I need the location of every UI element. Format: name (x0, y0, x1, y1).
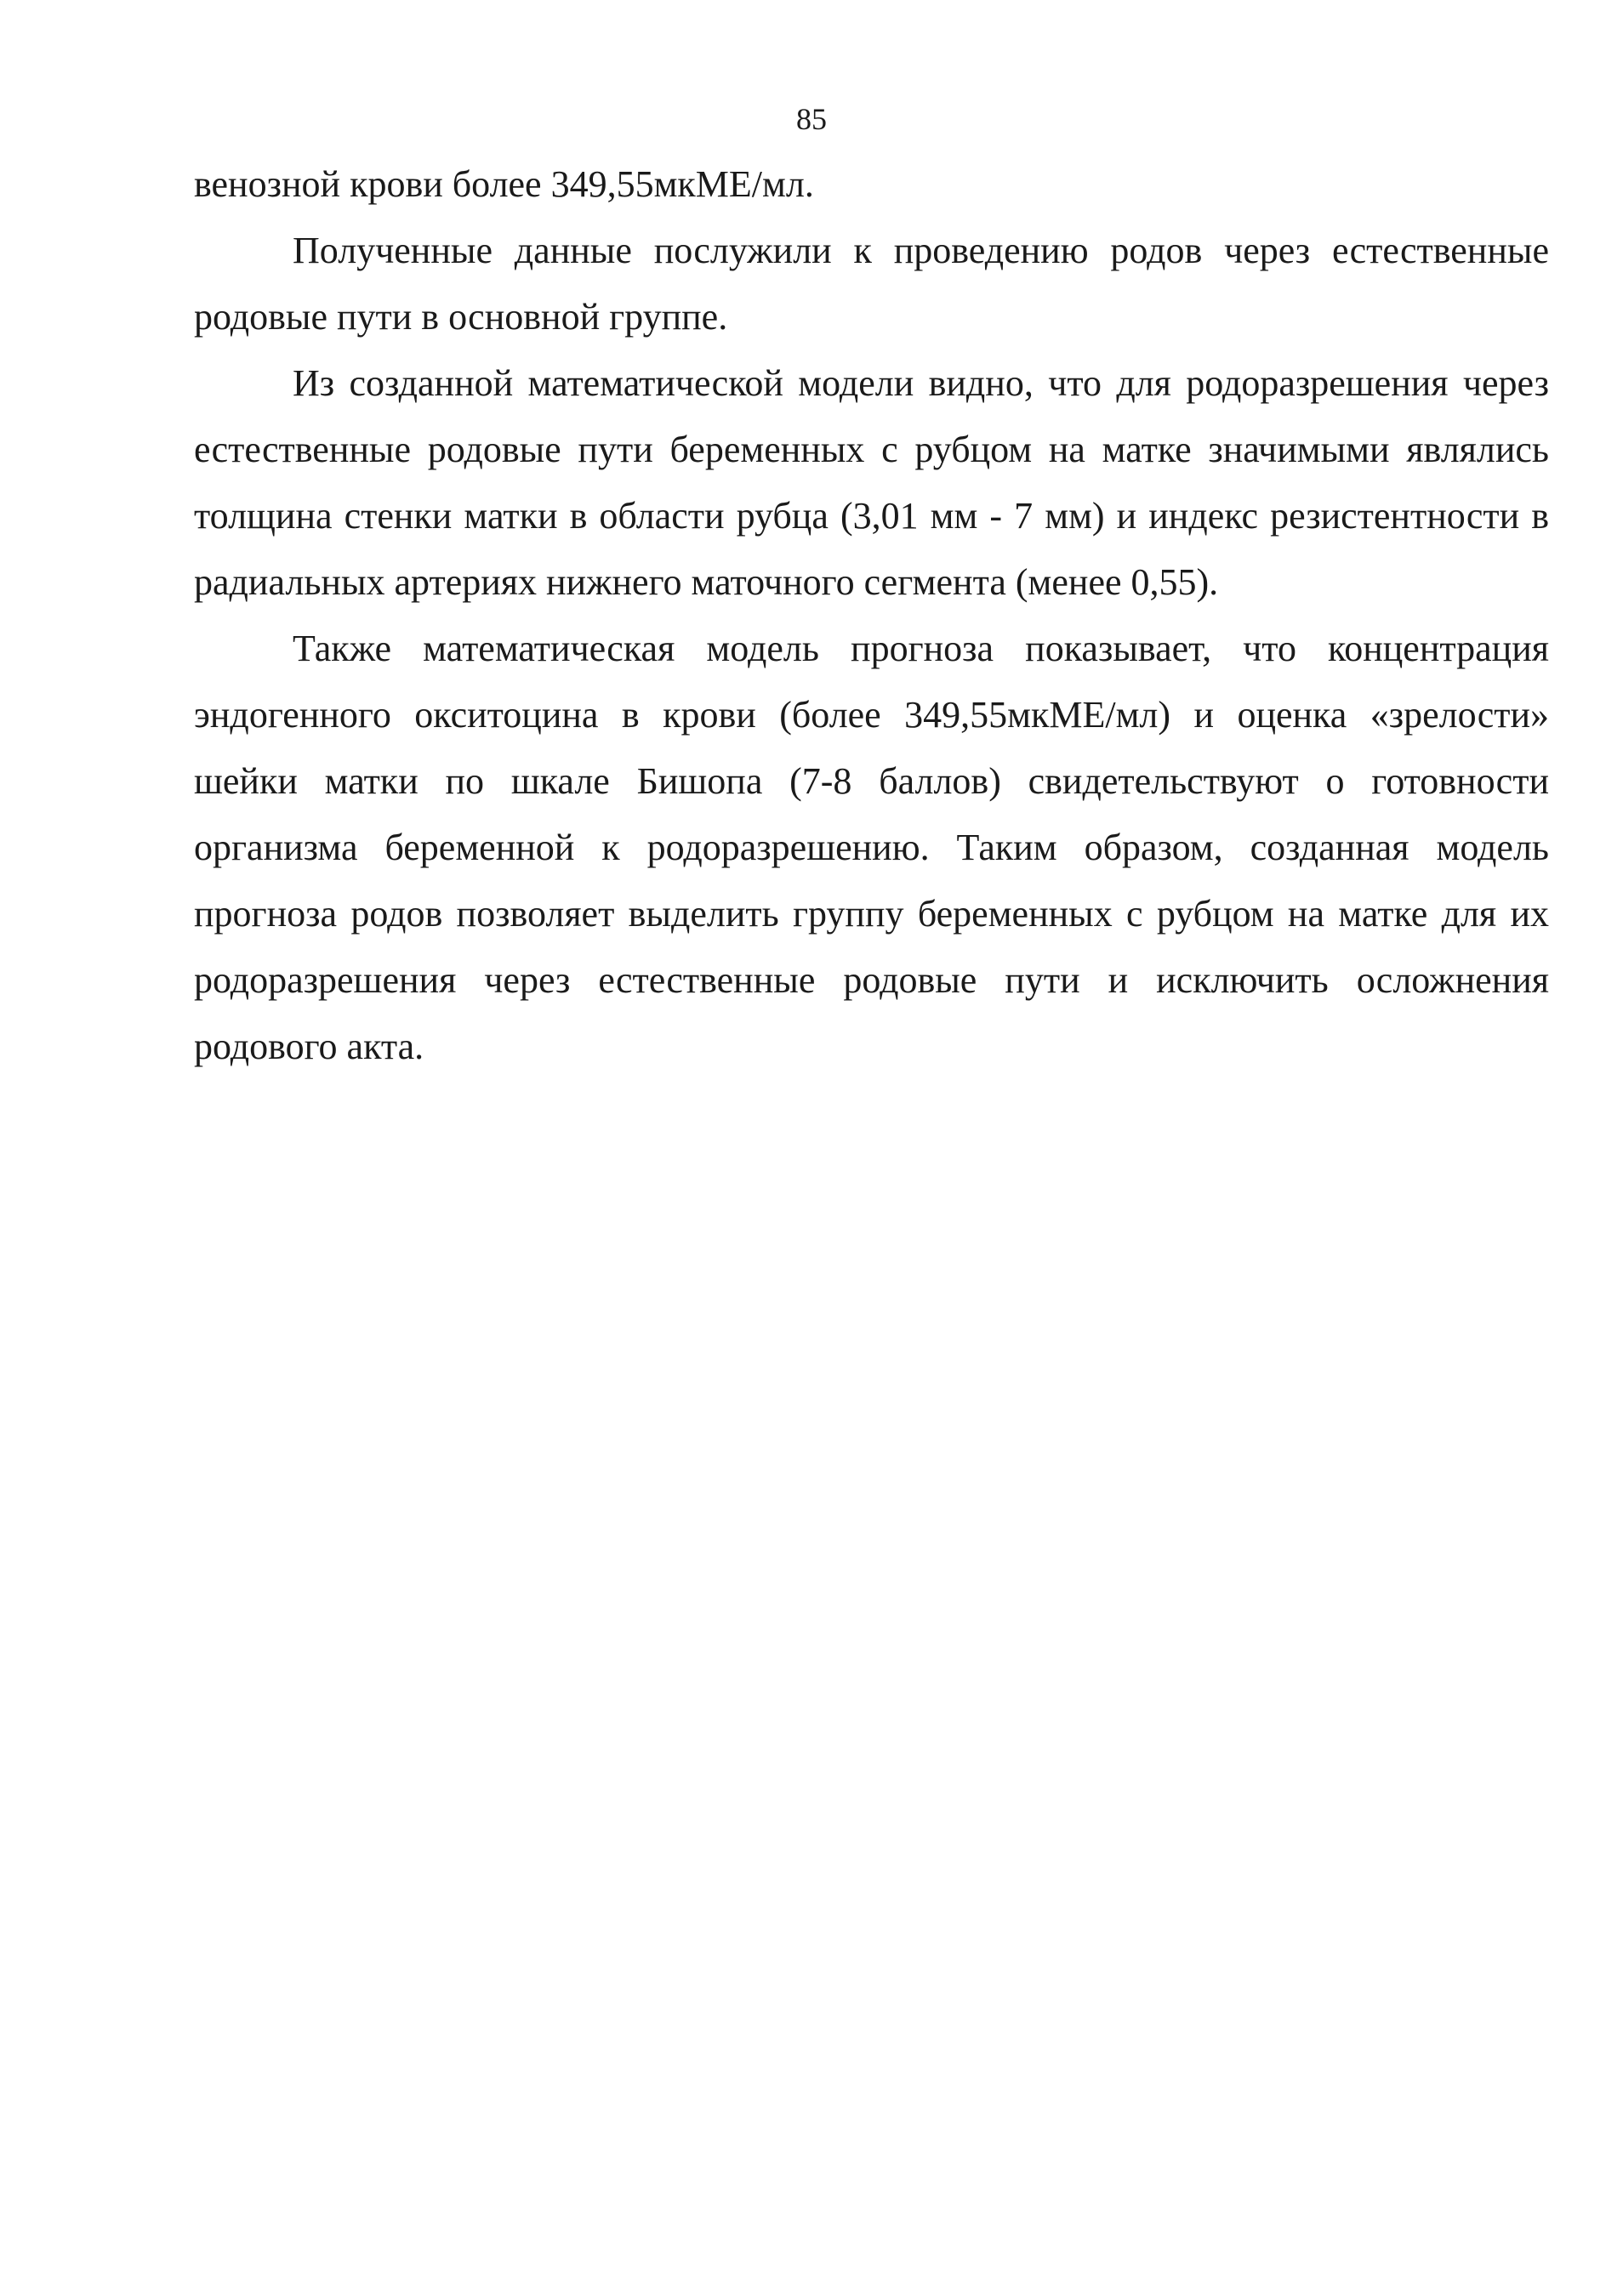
paragraph-continuation: венозной крови более 349,55мкМЕ/мл. (194, 163, 814, 205)
paragraph-delivery-data: Полученные данные послужили к проведению родов через естественные родовые пути в основной группе. (194, 230, 1549, 338)
document-body (194, 151, 1549, 1080)
page-number: 85 (796, 102, 827, 136)
paragraph-prognosis: Также математическая модель прогноза показывает, что концентрация эндогенного окситоцина в крови (более 349,55мкМЕ/мл) и оценка «зрелости» шейки матки по шкале Бишопа (7-8 баллов) свидетельствуют о готовности организма беременной к родоразрешению. Таким образом, созданная модель прогноза родов позволяет выделить группу беременных с рубцом на матке для их родоразрешения через естественные родовые пути и исключить осложнения родового акта. (194, 628, 1549, 1067)
paragraph-math-model: Из созданной математической модели видно, что для родоразрешения через естественные родовые пути беременных с рубцом на матке значимыми являлись толщина стенки матки в области рубца (3,01 мм - 7 мм) и индекс резистентности в радиальных артериях нижнего маточного сегмента (менее 0,55). (194, 362, 1549, 603)
